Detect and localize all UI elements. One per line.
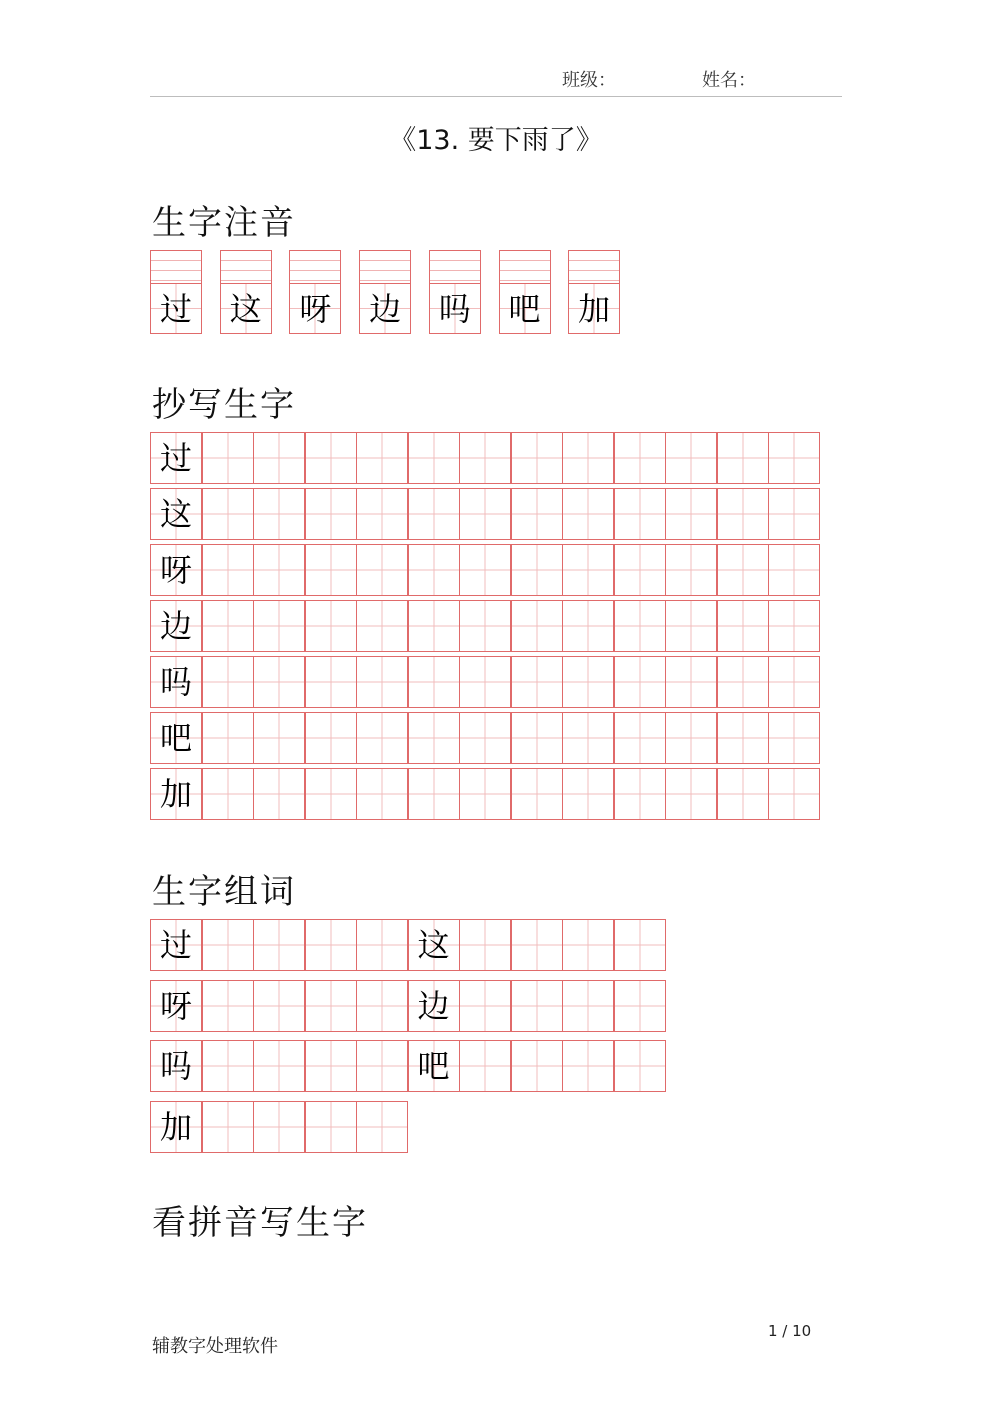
page-title: 《13. 要下雨了》: [389, 125, 603, 156]
practice-cell: [253, 432, 305, 484]
word-practice-cell: [202, 919, 254, 971]
section-title-pinyin: 生字注音: [152, 203, 296, 243]
practice-cell: [614, 656, 666, 708]
word-practice-cell: [614, 980, 666, 1032]
practice-cell: [614, 768, 666, 820]
practice-cell: [356, 488, 408, 540]
practice-cell: [459, 488, 511, 540]
practice-cell: [717, 712, 769, 764]
copy-char-cell: [150, 712, 202, 764]
practice-cell: [717, 600, 769, 652]
practice-cell: [356, 600, 408, 652]
character: 这: [229, 289, 262, 328]
practice-cell: [356, 544, 408, 596]
pinyin-box: [359, 250, 411, 283]
practice-cell: [202, 768, 254, 820]
copy-char-cell: [150, 432, 202, 484]
pinyin-box: [429, 250, 481, 283]
practice-cell: [459, 432, 511, 484]
character: 加: [578, 289, 611, 328]
practice-cell: [459, 712, 511, 764]
practice-cell: [511, 768, 563, 820]
header-divider: [150, 96, 842, 97]
practice-cell: [665, 768, 717, 820]
pinyin-box: [568, 250, 620, 283]
character: 这: [159, 495, 192, 533]
char-cell: [359, 283, 411, 334]
practice-cell: [768, 432, 820, 484]
practice-cell: [614, 712, 666, 764]
practice-cell: [459, 656, 511, 708]
character: 这: [417, 926, 450, 964]
practice-cell: [305, 768, 357, 820]
character: 过: [159, 289, 192, 328]
practice-cell: [768, 544, 820, 596]
practice-cell: [305, 488, 357, 540]
practice-cell: [717, 768, 769, 820]
practice-cell: [562, 432, 614, 484]
character: 边: [417, 986, 450, 1025]
word-char-cell: [150, 980, 202, 1032]
practice-cell: [253, 488, 305, 540]
word-practice-cell: [459, 919, 511, 971]
word-practice-cell: [562, 919, 614, 971]
word-char-cell: [150, 1040, 202, 1092]
word-practice-cell: [511, 980, 563, 1032]
word-practice-cell: [562, 1040, 614, 1092]
practice-cell: [562, 656, 614, 708]
char-cell: [289, 283, 341, 334]
word-practice-cell: [202, 1101, 254, 1153]
character: 吧: [508, 289, 541, 328]
practice-cell: [305, 712, 357, 764]
practice-cell: [305, 432, 357, 484]
practice-cell: [408, 488, 460, 540]
practice-cell: [253, 544, 305, 596]
word-practice-cell: [511, 1040, 563, 1092]
practice-cell: [717, 432, 769, 484]
practice-cell: [202, 544, 254, 596]
practice-cell: [562, 544, 614, 596]
practice-cell: [408, 544, 460, 596]
word-practice-cell: [202, 1040, 254, 1092]
section-title-copy: 抄写生字: [152, 385, 296, 425]
word-practice-cell: [614, 1040, 666, 1092]
character: 呀: [159, 551, 192, 589]
practice-cell: [202, 600, 254, 652]
character: 吗: [159, 1047, 192, 1086]
character: 边: [159, 607, 192, 645]
char-cell: [499, 283, 551, 334]
practice-cell: [408, 432, 460, 484]
character: 过: [159, 926, 192, 964]
class-label: 班级：: [562, 70, 616, 91]
practice-cell: [305, 656, 357, 708]
name-label: 姓名：: [702, 70, 756, 91]
practice-cell: [253, 768, 305, 820]
word-practice-cell: [253, 1040, 305, 1092]
word-char-cell: [150, 919, 202, 971]
practice-cell: [768, 488, 820, 540]
practice-cell: [717, 488, 769, 540]
character: 呀: [159, 986, 192, 1025]
practice-cell: [511, 600, 563, 652]
practice-cell: [511, 656, 563, 708]
copy-char-cell: [150, 656, 202, 708]
word-char-cell: [408, 919, 460, 971]
page-number: 1 / 10: [768, 1322, 812, 1340]
practice-cell: [356, 432, 408, 484]
practice-cell: [202, 656, 254, 708]
practice-cell: [408, 656, 460, 708]
char-cell: [220, 283, 272, 334]
practice-cell: [511, 488, 563, 540]
word-practice-cell: [356, 980, 408, 1032]
character: 吧: [417, 1047, 450, 1086]
word-practice-cell: [305, 919, 357, 971]
practice-cell: [408, 768, 460, 820]
practice-cell: [665, 656, 717, 708]
practice-cell: [665, 544, 717, 596]
word-practice-cell: [356, 1101, 408, 1153]
practice-cell: [768, 656, 820, 708]
character: 吗: [438, 289, 471, 328]
word-practice-cell: [253, 919, 305, 971]
word-char-cell: [408, 1040, 460, 1092]
copy-char-cell: [150, 488, 202, 540]
practice-cell: [253, 712, 305, 764]
word-practice-cell: [253, 980, 305, 1032]
practice-cell: [202, 712, 254, 764]
practice-cell: [459, 544, 511, 596]
word-practice-cell: [305, 1101, 357, 1153]
practice-cell: [459, 600, 511, 652]
word-char-cell: [150, 1101, 202, 1153]
character: 边: [369, 289, 402, 328]
char-cell: [150, 283, 202, 334]
practice-cell: [511, 712, 563, 764]
copy-char-cell: [150, 544, 202, 596]
word-practice-cell: [614, 919, 666, 971]
practice-cell: [511, 544, 563, 596]
practice-cell: [717, 544, 769, 596]
character: 过: [159, 439, 192, 477]
practice-cell: [356, 712, 408, 764]
practice-cell: [356, 656, 408, 708]
practice-cell: [253, 656, 305, 708]
practice-cell: [202, 488, 254, 540]
pinyin-box: [220, 250, 272, 283]
practice-cell: [202, 432, 254, 484]
practice-cell: [665, 488, 717, 540]
practice-cell: [562, 712, 614, 764]
character: 吗: [159, 663, 192, 701]
practice-cell: [253, 600, 305, 652]
practice-cell: [768, 712, 820, 764]
practice-cell: [614, 600, 666, 652]
practice-cell: [408, 712, 460, 764]
practice-cell: [665, 712, 717, 764]
pinyin-box: [499, 250, 551, 283]
practice-cell: [768, 600, 820, 652]
word-practice-cell: [511, 919, 563, 971]
word-practice-cell: [356, 919, 408, 971]
word-practice-cell: [202, 980, 254, 1032]
character: 呀: [299, 289, 332, 328]
pinyin-box: [150, 250, 202, 283]
practice-cell: [614, 432, 666, 484]
copy-char-cell: [150, 768, 202, 820]
section-title-look: 看拼音写生字: [152, 1203, 368, 1243]
practice-cell: [562, 600, 614, 652]
word-practice-cell: [459, 980, 511, 1032]
practice-cell: [305, 600, 357, 652]
practice-cell: [614, 544, 666, 596]
word-practice-cell: [305, 980, 357, 1032]
character: 吧: [159, 719, 192, 757]
practice-cell: [665, 432, 717, 484]
word-practice-cell: [459, 1040, 511, 1092]
practice-cell: [305, 544, 357, 596]
character: 加: [159, 1108, 192, 1147]
practice-cell: [356, 768, 408, 820]
practice-cell: [562, 488, 614, 540]
word-practice-cell: [562, 980, 614, 1032]
word-char-cell: [408, 980, 460, 1032]
section-title-words: 生字组词: [152, 872, 296, 912]
char-cell: [568, 283, 620, 334]
copy-char-cell: [150, 600, 202, 652]
pinyin-box: [289, 250, 341, 283]
practice-cell: [614, 488, 666, 540]
practice-cell: [768, 768, 820, 820]
word-practice-cell: [305, 1040, 357, 1092]
word-practice-cell: [253, 1101, 305, 1153]
practice-cell: [665, 600, 717, 652]
practice-cell: [562, 768, 614, 820]
character: 加: [159, 775, 192, 813]
practice-cell: [459, 768, 511, 820]
char-cell: [429, 283, 481, 334]
practice-cell: [511, 432, 563, 484]
word-practice-cell: [356, 1040, 408, 1092]
practice-cell: [717, 656, 769, 708]
footer-software: 辅教字处理软件: [152, 1336, 278, 1357]
practice-cell: [408, 600, 460, 652]
